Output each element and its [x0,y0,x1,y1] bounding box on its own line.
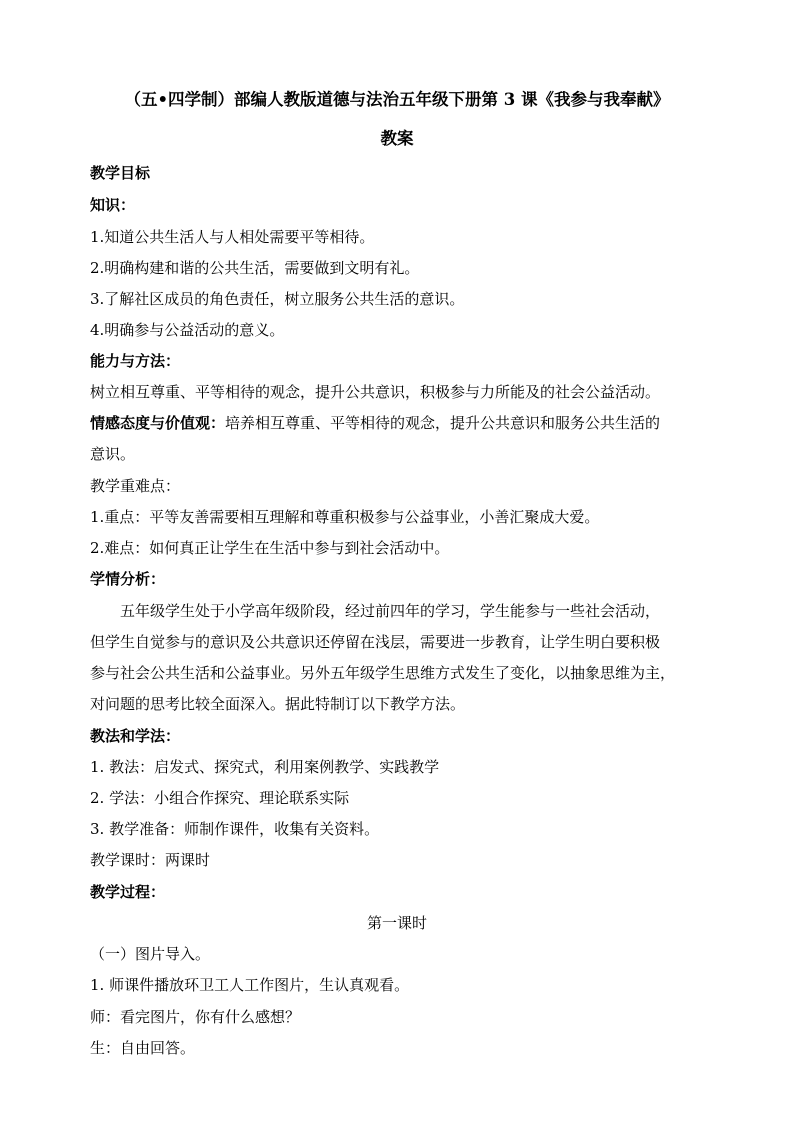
key-point-item: 2.难点：如何真正让学生在生活中参与到社会活动中。 [90,539,450,557]
analysis-line: 对问题的思考比较全面深入。据此特制订以下教学方法。 [90,695,466,713]
document-title-continued: 教案 [380,129,414,148]
lesson-title: 第一课时 [366,914,427,932]
process-line: 生：自由回答。 [90,1039,196,1057]
methods-heading: 教法和学法： [90,727,181,745]
emotion-text-continued: 意识。 [90,445,136,463]
method-item: 3. 教学准备：师制作课件，收集有关资料。 [90,820,380,838]
analysis-line: 五年级学生处于小学高年级阶段，经过前四年的学习，学生能参与一些社会活动， [120,602,661,620]
knowledge-item: 4.明确参与公益活动的意义。 [90,321,285,339]
method-item: 1. 教法：启发式、探究式，利用案例教学、实践教学 [90,758,440,776]
class-hours: 教学课时：两课时 [90,851,211,869]
key-point-item: 1.重点：平等友善需要相互理解和尊重积极参与公益事业，小善汇聚成大爱。 [90,508,600,526]
emotion-text: 培养相互尊重、平等相待的观念，提升公共意识和服务公共生活的 [225,414,661,432]
emotion-heading: 情感态度与价值观： [90,414,226,432]
process-line: 师：看完图片，你有什么感想？ [90,1008,301,1026]
ability-heading: 能力与方法： [90,352,181,370]
ability-text: 树立相互尊重、平等相待的观念，提升公共意识，积极参与力所能及的社会公益活动。 [90,383,661,401]
knowledge-item: 1.知道公共生活人与人相处需要平等相待。 [90,228,375,246]
objectives-heading: 教学目标 [90,164,151,182]
key-points-heading: 教学重难点： [90,477,181,495]
analysis-line: 但学生自觉参与的意识及公共意识还停留在浅层，需要进一步教育，让学生明白要积极 [90,633,661,651]
analysis-heading: 学情分析： [90,570,166,588]
knowledge-item: 2.明确构建和谐的公共生活，需要做到文明有礼。 [90,259,420,277]
process-line: （一）图片导入。 [90,945,211,963]
emotion-paragraph [90,413,660,433]
knowledge-item: 3.了解社区成员的角色责任，树立服务公共生活的意识。 [90,290,465,308]
method-item: 2. 学法：小组合作探究、理论联系实际 [90,789,350,807]
analysis-line: 参与社会公共生活和公益事业。另外五年级学生思维方式发生了变化，以抽象思维为主， [90,664,676,682]
document-title: （五•四学制）部编人教版道德与法治五年级下册第 3 课《我参与我奉献》 [124,90,670,109]
process-heading: 教学过程： [90,883,166,901]
knowledge-heading: 知识： [90,196,136,214]
process-line: 1. 师课件播放环卫工人工作图片，生认真观看。 [90,976,410,994]
